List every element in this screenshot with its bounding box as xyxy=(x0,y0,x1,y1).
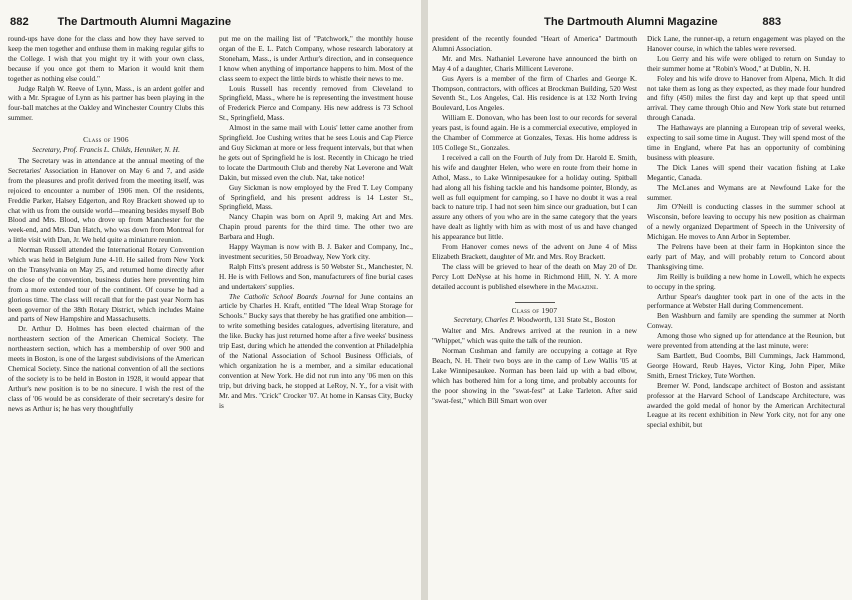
left-running-title: The Dartmouth Alumni Magazine xyxy=(57,16,232,28)
class-1906-heading: Class of 1906 xyxy=(83,135,129,145)
paragraph: The McLanes and Wymans are at Newfound Lake for the summer. xyxy=(647,182,845,202)
right-running-title: The Dartmouth Alumni Magazine xyxy=(544,16,718,28)
paragraph: Almost in the same mail with Louis' letter came another from Springfield. Joe Cushing writes that he sees Louis and Cap Pierce and Guy Sickman at more or less frequent intervals, but that when he gets out of Springfield he is lost. Recently in Chicago he tried to locate the Dartmouth Club and thereby Nat Leverone and Walt Dakin, but missed even the club. Nat, take notice! xyxy=(219,123,413,182)
section-divider xyxy=(515,302,555,303)
paragraph: I received a call on the Fourth of July from Dr. Harold E. Smith, his wife and daughter Helen, who were en route from their home in Athol, Mass., to Lake Winnipesaukee for a holiday outing. Spitball had along all his fishing tackle and his handsome pointer, Blondy, as well as full equipment for camping, so I have no doubt it was a real back to nature trip. I had not seen him since our graduation, but I can assure any others of you who are in the same category that the years have dealt as lightly with him as with most of us and have changed his appearance but little. xyxy=(432,152,637,242)
paragraph: The Hathaways are planning a European trip of several weeks, expecting to sail some time in August. They will spend most of the time in England, where Pat has an opportunity of combining business with pleasure. xyxy=(647,123,845,162)
class-1907-secretary-address: 131 State St., Boston xyxy=(552,315,616,325)
paragraph: Dick Lane, the runner-up, a return engagement was played on the Hanover course, in which the tables were reversed. xyxy=(647,34,845,53)
paragraph: Lou Gerry and his wife were obliged to return on Sunday to their summer home at "Robin's Wood," at Dublin, N. H. xyxy=(647,53,845,73)
paragraph-journal xyxy=(219,292,413,411)
page-gutter xyxy=(421,0,428,600)
paragraph: president of the recently founded "Heart of America" Dartmouth Alumni Association. xyxy=(432,34,637,53)
death-notice-text: The class will be grieved to hear of the death on May 20 of Dr. Percy Lott DeNyse at his home in Richmond Hill, N. Y. A more detailed account is published elsewhere in the xyxy=(432,261,637,291)
left-page-header xyxy=(10,16,413,30)
paragraph: Judge Ralph W. Reeve of Lynn, Mass., is an ardent golfer and with a Mr. Sprague of Lynn as his partner has been playing in the four-ball matches at the Oakley and Winchester Country Clubs this summer. xyxy=(8,83,204,123)
paragraph: Mr. and Mrs. Nathaniel Leverone have announced the birth on May 4 of a daughter, Charis Millicent Leverone. xyxy=(432,53,637,73)
paragraph: From Hanover comes news of the advent on June 4 of Miss Elizabeth Brackett, daughter of Mr. and Mrs. Roy Brackett. xyxy=(432,242,637,261)
left-column-1 xyxy=(8,34,204,600)
paragraph: round-ups have done for the class and how they have served to keep the men together and enthuse them in making regular gifts to the College. I wish that you might try it with your own class, because if you once got them to Marion it would knit them together as nothing else could." xyxy=(8,34,204,83)
right-page xyxy=(428,0,852,600)
paragraph: Walter and Mrs. Andrews arrived at the reunion in a new "Whippet," which was quite the talk of the reunion. xyxy=(432,326,637,346)
paragraph: The Dick Lanes will spend their vacation fishing at Lake Megantic, Canada. xyxy=(647,162,845,182)
paragraph: Norman Russell attended the International Rotary Convention which was held in Belgium June 4-10. He sailed from New York on the Transylvania on May 25, and returned home directly after the close of the convention, business duties here preventing him from a more extended tour of the continent. Of course he had a glorious time. The class will recall that for the past year Norm has been governor of the 38th Rotary District, which includes Maine and parts of New Hampshire and Massachusetts. xyxy=(8,245,204,324)
right-column-1 xyxy=(432,34,637,600)
paragraph: put me on the mailing list of "Patchwork," the monthly house organ of the E. L. Patch Company, whose research laboratory at Stoneham, Mass., is under Arthur's direction, and in consequence I know when anything of importance happens to him. Most of the class seem to expect the little birds to whistle their news to me. xyxy=(219,34,413,83)
paragraph: Sam Bartlett, Bud Coombs, Bill Cummings, Jack Hammond, George Howard, Reub Hayes, Victor King, John Piper, Mike Smith, Ernest Trickey, Tute Worthen. xyxy=(647,351,845,380)
paragraph: Jim O'Neill is conducting classes in the summer school at Wisconsin, before leaving to occupy his new position as chairman of a newly organized Department of Speech in the University of Michigan. He moves to Ann Arbor in September. xyxy=(647,202,845,242)
magazine-word: Magazine. xyxy=(567,281,599,291)
paragraph-death-notice xyxy=(432,262,637,292)
left-page-number: 882 xyxy=(10,16,29,28)
paragraph: Bremer W. Pond, landscape architect of Boston and assistant professor at the Harvard School of Landscape Architecture, was awarded the gold medal of honor by the American Architectural League at its recent exhibition in New York city, not for any one special exhibit, but xyxy=(647,380,845,430)
right-page-header xyxy=(544,16,844,30)
paragraph: William E. Donovan, who has been lost to our records for several years past, is found again. He is a commercial executive, employed in the Chamber of Commerce at Gonzales, Texas. His home address is 105 College St., Gonzales. xyxy=(432,113,637,152)
left-column-2 xyxy=(219,34,413,600)
paragraph: Nancy Chapin was born on April 9, making Art and Mrs. Chapin proud parents for the third time. The other two are Barbara and Hugh. xyxy=(219,212,413,242)
class-1907-secretary-name: Secretary, Charles P. Woodworth, xyxy=(453,315,552,325)
class-1907-secretary xyxy=(432,315,637,325)
paragraph: Foley and his wife drove to Hanover from Alpena, Mich. It did not take them as long as they expected, as they made four hundred and fifty (450) miles the first day and kept up that speed until arrival. They came through Ohio and New York state but returned through Canada. xyxy=(647,73,845,123)
right-column-2 xyxy=(647,34,845,600)
journal-text: for June contains an article by Charles H. Kraft, entitled "The Ideal Wrap Storage for Schools." Bucky says that thereby he has gratified one ambition—to write something besides catalogues, advertising literature, and the like. Bucky has just returned home after a five weeks' business trip East, during which he attended the convention at Philadelphia of the National Association of School Business Officials, of which organization he is a member, and a similar educational convention at New York. He did not run into any '06 men on this trip, but driving back, he stopped at LeRoy, N. Y., for a visit with Mr. and Mrs. "Crick" Crocker '07. At home in Kansas City, Bucky is xyxy=(219,291,413,410)
paragraph: Norman Cushman and family are occupying a cottage at Rye Beach, N. H. Their two boys are in the camp of Lew Wallis '05 at Lake Winnipesaukee. Norman has been laid up with a bad elbow, which has bothered him for a long time, and probably accounts for the poor showing in the "swat-fest" at Lake Tarleton. After said "swat-fest," which Bill Smart won over xyxy=(432,346,637,405)
paragraph: Guy Sickman is now employed by the Fred T. Ley Company of Springfield, and his present address is 14 Lester St., Springfield, Mass. xyxy=(219,182,413,212)
right-page-number: 883 xyxy=(762,16,782,28)
paragraph: Jim Reilly is building a new home in Lowell, which he expects to occupy in the spring. xyxy=(647,271,845,291)
paragraph: Happy Wayman is now with B. J. Baker and Company, Inc., investment securities, 50 Broadway, New York city. xyxy=(219,242,413,261)
left-page xyxy=(0,0,421,600)
paragraph: Louis Russell has recently removed from Cleveland to Springfield, Mass., where he is representing the investment house of Frederick Pierce and Company. His new address is 73 School St., Springfield, Mass. xyxy=(219,83,413,123)
paragraph: The Pelrens have been at their farm in Hopkinton since the early part of May, and will probably return to Concord about Thanksgiving time. xyxy=(647,242,845,271)
journal-title: The Catholic School Boards Journal xyxy=(229,291,345,301)
class-1907-heading: Class of 1907 xyxy=(511,305,558,315)
paragraph: The Secretary was in attendance at the annual meeting of the Secretaries' Association in Hanover on May 6 and 7, and aside from the pleasures and profit derived from the meeting itself, was rejoiced to encounter a number of 1906 men. Of the residents, Freddie Parker, Halsey Edgerton, and Roy Brackett showed up to chat with us from the outside world—meaning besides myself Bob Blood and Mrs. Blood, who drove up from Manchester for the week-end, and Mrs. Dan Hatch, who was down from Montreal for a little visit with Dan, Jr. We held quite a miniature reunion. xyxy=(8,155,204,245)
paragraph: Gus Ayers is a member of the firm of Charles and George K. Thompson, contractors, with offices at Brockman Building, 520 West Seventh St., Los Angeles, Cal. His residence is at 132 North Irving Boulevard, Los Angeles. xyxy=(432,73,637,113)
paragraph: Among those who signed up for attendance at the Reunion, but were prevented from attending at the last minute, were: xyxy=(647,331,845,351)
paragraph: Dr. Arthur D. Holmes has been elected chairman of the northeastern section of the American Chemical Society. The northeastern section, which has a membership of over 900 and meets in Boston, is one of the largest subdivisions of the American Chemical Society. Since the national convention of all the sections of the society is to be held in Boston in 1928, it would appear that Arthur's new position is to be no sinecure. I wish the rest of the class of '06 would be as considerate of their secretary's desire for news as Arthur is; he has very thoughtfully xyxy=(8,324,204,413)
paragraph: Ralph Fitts's present address is 50 Webster St., Manchester, N. H. He is with Fellows and Son, manufacturers of fine burial cases and undertakers' supplies. xyxy=(219,261,413,291)
paragraph: Arthur Spear's daughter took part in one of the acts in the performance at Webster Hall during Commencement. xyxy=(647,291,845,311)
paragraph: Ben Washburn and family are spending the summer at North Conway. xyxy=(647,311,845,331)
class-1906-secretary: Secretary, Prof. Francis L. Childs, Henniker, N. H. xyxy=(32,145,180,155)
